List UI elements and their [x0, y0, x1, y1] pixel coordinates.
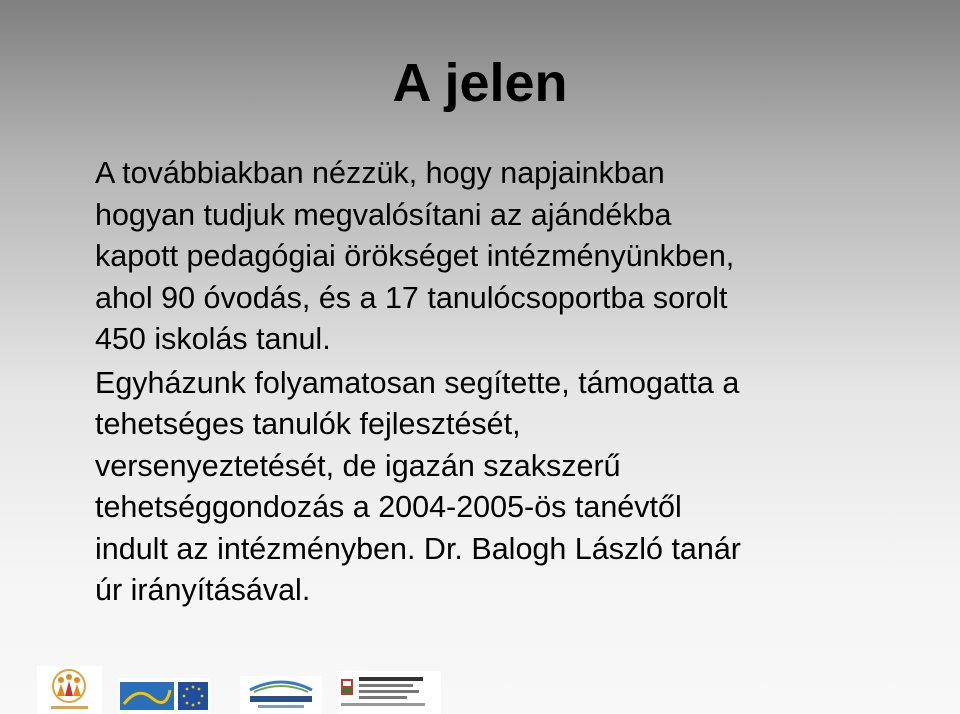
- text-line: kapott pedagógiai örökséget intézményünkben,: [95, 239, 735, 273]
- family-logo-icon: [37, 666, 102, 714]
- text-line: Egyházunk folyamatosan segítette, támogatta a: [95, 365, 740, 400]
- text-line: indult az intézményben. Dr. Balogh László tanár: [95, 531, 741, 566]
- nemzeti-fejlesztesi-ugynokseg-logo-icon: [337, 671, 441, 714]
- text-line: ahol 90 óvodás, és a 17 tanulócsoportba sorolt: [95, 280, 728, 315]
- text-line: úr irányításával.: [95, 573, 311, 607]
- eu-flag-logo-icon: [118, 678, 210, 714]
- text-line: tehetséges tanulók fejlesztését,: [95, 407, 521, 441]
- slide-title: A jelen: [392, 53, 568, 113]
- text-line: hogyan tudjuk megvalósítani az ajándékba: [95, 197, 672, 232]
- text-line: tehetséggondozás a 2004-2005-ös tanévtől: [95, 490, 682, 524]
- uj-magyarorszag-logo-icon: [240, 676, 322, 714]
- text-line: 450 iskolás tanul.: [95, 322, 331, 356]
- paragraph-2: [95, 363, 925, 612]
- footer-logos: [0, 666, 960, 714]
- slide-body: [95, 153, 925, 612]
- paragraph-1: [95, 153, 925, 361]
- text-line: A továbbiakban nézzük, hogy napjainkban: [95, 156, 665, 190]
- text-line: versenyeztetését, de igazán szakszerű: [95, 448, 621, 483]
